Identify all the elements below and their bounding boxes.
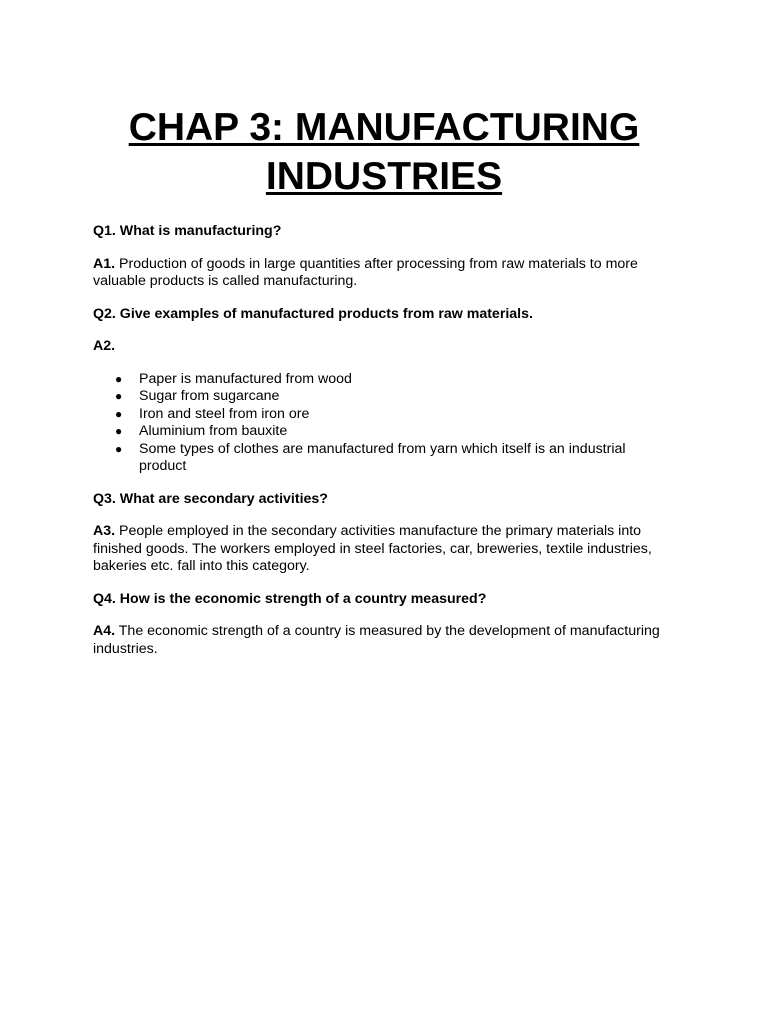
question-2: Q2. Give examples of manufactured products from raw materials. xyxy=(93,305,533,322)
qa-content xyxy=(93,223,675,658)
answer-4 xyxy=(93,623,675,658)
list-item-text: Aluminium from bauxite xyxy=(139,423,288,439)
list-item-text: Sugar from sugarcane xyxy=(139,388,280,404)
answer-1-label: A1. xyxy=(93,255,116,272)
list-item xyxy=(93,441,675,476)
list-item xyxy=(93,423,675,441)
list-item-text: Iron and steel from iron ore xyxy=(139,405,310,422)
bullet-icon: ● xyxy=(115,371,123,386)
bullet-icon: ● xyxy=(115,441,123,456)
bullet-icon: ● xyxy=(115,424,123,438)
list-item-text: Some types of clothes are manufactured from yarn which itself is an industrial product xyxy=(139,440,626,474)
title-line-1: CHAP 3: MANUFACTURING xyxy=(128,106,640,149)
list-item-text: Paper is manufactured from wood xyxy=(139,370,352,387)
answer-3-label: A3. xyxy=(93,523,116,539)
answer-3 xyxy=(93,523,675,576)
answer-4-label: A4. xyxy=(93,623,116,639)
list-item xyxy=(93,371,675,389)
question-4: Q4. How is the economic strength of a country measured? xyxy=(93,590,487,607)
title-line-2: INDUSTRIES xyxy=(265,155,503,198)
list-item xyxy=(93,406,675,424)
answer-2 xyxy=(93,338,675,356)
answer-3-text: People employed in the secondary activities manufacture the primary materials into finished goods. The workers employed in steel factories, car, breweries, textile industries, bakeries etc. fall into this category. xyxy=(93,523,652,574)
question-1: Q1. What is manufacturing? xyxy=(93,223,282,239)
examples-list xyxy=(93,371,675,476)
answer-1 xyxy=(93,256,675,291)
bullet-icon: ● xyxy=(115,389,123,403)
list-item xyxy=(93,388,675,406)
question-3: Q3. What are secondary activities? xyxy=(93,490,328,507)
bullet-icon: ● xyxy=(115,406,123,421)
answer-1-text: Production of goods in large quantities after processing from raw materials to more valuable products is called manufacturing. xyxy=(93,255,638,289)
answer-2-label: A2. xyxy=(93,338,116,354)
answer-4-text: The economic strength of a country is measured by the development of manufacturing industries. xyxy=(93,623,660,657)
page-title xyxy=(93,103,675,201)
